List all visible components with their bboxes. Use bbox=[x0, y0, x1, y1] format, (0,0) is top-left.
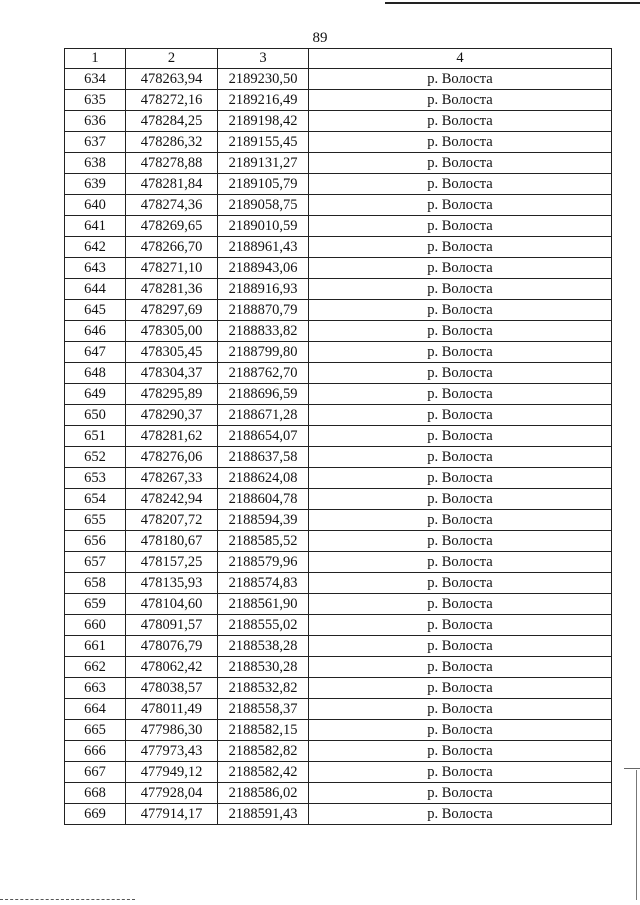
description-cell: р. Волоста bbox=[309, 552, 612, 573]
table-row bbox=[65, 636, 612, 657]
column-header-4: 4 bbox=[309, 49, 612, 69]
table-row bbox=[65, 720, 612, 741]
description-cell: р. Волоста bbox=[309, 384, 612, 405]
table-row bbox=[65, 132, 612, 153]
point-number-cell: 640 bbox=[65, 195, 126, 216]
point-number-cell: 634 bbox=[65, 69, 126, 90]
x-coordinate-cell: 478038,57 bbox=[126, 678, 218, 699]
x-coordinate-cell: 477914,17 bbox=[126, 804, 218, 825]
page-number: 89 bbox=[312, 30, 328, 46]
point-number-cell: 656 bbox=[65, 531, 126, 552]
description-cell: р. Волоста bbox=[309, 762, 612, 783]
point-number-cell: 635 bbox=[65, 90, 126, 111]
description-cell: р. Волоста bbox=[309, 741, 612, 762]
y-coordinate-cell: 2189131,27 bbox=[218, 153, 309, 174]
y-coordinate-cell: 2188582,15 bbox=[218, 720, 309, 741]
description-cell: р. Волоста bbox=[309, 258, 612, 279]
x-coordinate-cell: 477949,12 bbox=[126, 762, 218, 783]
y-coordinate-cell: 2188538,28 bbox=[218, 636, 309, 657]
table-row bbox=[65, 552, 612, 573]
description-cell: р. Волоста bbox=[309, 720, 612, 741]
x-coordinate-cell: 477928,04 bbox=[126, 783, 218, 804]
point-number-cell: 648 bbox=[65, 363, 126, 384]
column-header-3: 3 bbox=[218, 49, 309, 69]
y-coordinate-cell: 2188582,82 bbox=[218, 741, 309, 762]
point-number-cell: 666 bbox=[65, 741, 126, 762]
point-number-cell: 663 bbox=[65, 678, 126, 699]
y-coordinate-cell: 2188833,82 bbox=[218, 321, 309, 342]
y-coordinate-cell: 2188654,07 bbox=[218, 426, 309, 447]
table-row bbox=[65, 615, 612, 636]
description-cell: р. Волоста bbox=[309, 510, 612, 531]
table-row bbox=[65, 300, 612, 321]
table-row bbox=[65, 174, 612, 195]
description-cell: р. Волоста bbox=[309, 573, 612, 594]
coordinates-table bbox=[64, 48, 612, 825]
x-coordinate-cell: 478267,33 bbox=[126, 468, 218, 489]
description-cell: р. Волоста bbox=[309, 216, 612, 237]
table-row bbox=[65, 468, 612, 489]
description-cell: р. Волоста bbox=[309, 300, 612, 321]
x-coordinate-cell: 478062,42 bbox=[126, 657, 218, 678]
table-row bbox=[65, 741, 612, 762]
description-cell: р. Волоста bbox=[309, 279, 612, 300]
x-coordinate-cell: 478272,16 bbox=[126, 90, 218, 111]
description-cell: р. Волоста bbox=[309, 678, 612, 699]
x-coordinate-cell: 478269,65 bbox=[126, 216, 218, 237]
description-cell: р. Волоста bbox=[309, 657, 612, 678]
x-coordinate-cell: 478305,45 bbox=[126, 342, 218, 363]
x-coordinate-cell: 478242,94 bbox=[126, 489, 218, 510]
description-cell: р. Волоста bbox=[309, 489, 612, 510]
point-number-cell: 659 bbox=[65, 594, 126, 615]
table-row bbox=[65, 531, 612, 552]
x-coordinate-cell: 478263,94 bbox=[126, 69, 218, 90]
table-row bbox=[65, 384, 612, 405]
x-coordinate-cell: 478271,10 bbox=[126, 258, 218, 279]
x-coordinate-cell: 478180,67 bbox=[126, 531, 218, 552]
x-coordinate-cell: 478011,49 bbox=[126, 699, 218, 720]
y-coordinate-cell: 2188586,02 bbox=[218, 783, 309, 804]
top-scan-rule bbox=[385, 2, 640, 4]
y-coordinate-cell: 2188799,80 bbox=[218, 342, 309, 363]
y-coordinate-cell: 2188671,28 bbox=[218, 405, 309, 426]
x-coordinate-cell: 478305,00 bbox=[126, 321, 218, 342]
x-coordinate-cell: 478091,57 bbox=[126, 615, 218, 636]
description-cell: р. Волоста bbox=[309, 699, 612, 720]
y-coordinate-cell: 2188604,78 bbox=[218, 489, 309, 510]
table-row bbox=[65, 216, 612, 237]
point-number-cell: 655 bbox=[65, 510, 126, 531]
description-cell: р. Волоста bbox=[309, 342, 612, 363]
description-cell: р. Волоста bbox=[309, 111, 612, 132]
description-cell: р. Волоста bbox=[309, 69, 612, 90]
x-coordinate-cell: 478135,93 bbox=[126, 573, 218, 594]
x-coordinate-cell: 478297,69 bbox=[126, 300, 218, 321]
description-cell: р. Волоста bbox=[309, 447, 612, 468]
x-coordinate-cell: 478278,88 bbox=[126, 153, 218, 174]
point-number-cell: 645 bbox=[65, 300, 126, 321]
table-row bbox=[65, 279, 612, 300]
point-number-cell: 654 bbox=[65, 489, 126, 510]
x-coordinate-cell: 478276,06 bbox=[126, 447, 218, 468]
description-cell: р. Волоста bbox=[309, 363, 612, 384]
description-cell: р. Волоста bbox=[309, 468, 612, 489]
y-coordinate-cell: 2188591,43 bbox=[218, 804, 309, 825]
table-row bbox=[65, 804, 612, 825]
y-coordinate-cell: 2189058,75 bbox=[218, 195, 309, 216]
y-coordinate-cell: 2188961,43 bbox=[218, 237, 309, 258]
table-row bbox=[65, 594, 612, 615]
y-coordinate-cell: 2188532,82 bbox=[218, 678, 309, 699]
point-number-cell: 664 bbox=[65, 699, 126, 720]
table-row bbox=[65, 111, 612, 132]
point-number-cell: 660 bbox=[65, 615, 126, 636]
table-header-row bbox=[65, 49, 612, 69]
description-cell: р. Волоста bbox=[309, 174, 612, 195]
table-row bbox=[65, 426, 612, 447]
description-cell: р. Волоста bbox=[309, 594, 612, 615]
table-row bbox=[65, 258, 612, 279]
point-number-cell: 642 bbox=[65, 237, 126, 258]
point-number-cell: 661 bbox=[65, 636, 126, 657]
x-coordinate-cell: 477973,43 bbox=[126, 741, 218, 762]
x-coordinate-cell: 478266,70 bbox=[126, 237, 218, 258]
scan-mark-right bbox=[624, 768, 640, 769]
point-number-cell: 667 bbox=[65, 762, 126, 783]
point-number-cell: 657 bbox=[65, 552, 126, 573]
description-cell: р. Волоста bbox=[309, 90, 612, 111]
y-coordinate-cell: 2189155,45 bbox=[218, 132, 309, 153]
scan-mark-right-vertical bbox=[636, 770, 637, 900]
table-row bbox=[65, 237, 612, 258]
y-coordinate-cell: 2188582,42 bbox=[218, 762, 309, 783]
description-cell: р. Волоста bbox=[309, 531, 612, 552]
x-coordinate-cell: 478304,37 bbox=[126, 363, 218, 384]
point-number-cell: 641 bbox=[65, 216, 126, 237]
point-number-cell: 643 bbox=[65, 258, 126, 279]
y-coordinate-cell: 2188943,06 bbox=[218, 258, 309, 279]
point-number-cell: 662 bbox=[65, 657, 126, 678]
table-row bbox=[65, 678, 612, 699]
point-number-cell: 647 bbox=[65, 342, 126, 363]
x-coordinate-cell: 478290,37 bbox=[126, 405, 218, 426]
description-cell: р. Волоста bbox=[309, 804, 612, 825]
table-row bbox=[65, 573, 612, 594]
point-number-cell: 651 bbox=[65, 426, 126, 447]
y-coordinate-cell: 2188579,96 bbox=[218, 552, 309, 573]
x-coordinate-cell: 477986,30 bbox=[126, 720, 218, 741]
x-coordinate-cell: 478281,36 bbox=[126, 279, 218, 300]
point-number-cell: 668 bbox=[65, 783, 126, 804]
point-number-cell: 652 bbox=[65, 447, 126, 468]
y-coordinate-cell: 2188574,83 bbox=[218, 573, 309, 594]
table-row bbox=[65, 405, 612, 426]
description-cell: р. Волоста bbox=[309, 195, 612, 216]
x-coordinate-cell: 478281,84 bbox=[126, 174, 218, 195]
table-row bbox=[65, 657, 612, 678]
y-coordinate-cell: 2188558,37 bbox=[218, 699, 309, 720]
point-number-cell: 637 bbox=[65, 132, 126, 153]
table-row bbox=[65, 699, 612, 720]
y-coordinate-cell: 2189230,50 bbox=[218, 69, 309, 90]
point-number-cell: 658 bbox=[65, 573, 126, 594]
x-coordinate-cell: 478104,60 bbox=[126, 594, 218, 615]
description-cell: р. Волоста bbox=[309, 405, 612, 426]
description-cell: р. Волоста bbox=[309, 636, 612, 657]
table-row bbox=[65, 69, 612, 90]
x-coordinate-cell: 478284,25 bbox=[126, 111, 218, 132]
y-coordinate-cell: 2188916,93 bbox=[218, 279, 309, 300]
x-coordinate-cell: 478295,89 bbox=[126, 384, 218, 405]
table-row bbox=[65, 762, 612, 783]
y-coordinate-cell: 2188561,90 bbox=[218, 594, 309, 615]
y-coordinate-cell: 2189010,59 bbox=[218, 216, 309, 237]
point-number-cell: 646 bbox=[65, 321, 126, 342]
description-cell: р. Волоста bbox=[309, 237, 612, 258]
y-coordinate-cell: 2189216,49 bbox=[218, 90, 309, 111]
y-coordinate-cell: 2189105,79 bbox=[218, 174, 309, 195]
y-coordinate-cell: 2188696,59 bbox=[218, 384, 309, 405]
table-row bbox=[65, 90, 612, 111]
x-coordinate-cell: 478274,36 bbox=[126, 195, 218, 216]
table-row bbox=[65, 321, 612, 342]
column-header-2: 2 bbox=[126, 49, 218, 69]
description-cell: р. Волоста bbox=[309, 132, 612, 153]
y-coordinate-cell: 2188870,79 bbox=[218, 300, 309, 321]
table-row bbox=[65, 195, 612, 216]
x-coordinate-cell: 478286,32 bbox=[126, 132, 218, 153]
table-row bbox=[65, 153, 612, 174]
point-number-cell: 636 bbox=[65, 111, 126, 132]
description-cell: р. Волоста bbox=[309, 321, 612, 342]
table-row bbox=[65, 510, 612, 531]
column-header-1: 1 bbox=[65, 49, 126, 69]
y-coordinate-cell: 2189198,42 bbox=[218, 111, 309, 132]
y-coordinate-cell: 2188637,58 bbox=[218, 447, 309, 468]
point-number-cell: 669 bbox=[65, 804, 126, 825]
x-coordinate-cell: 478281,62 bbox=[126, 426, 218, 447]
point-number-cell: 649 bbox=[65, 384, 126, 405]
description-cell: р. Волоста bbox=[309, 153, 612, 174]
table-row bbox=[65, 363, 612, 384]
y-coordinate-cell: 2188594,39 bbox=[218, 510, 309, 531]
y-coordinate-cell: 2188762,70 bbox=[218, 363, 309, 384]
y-coordinate-cell: 2188555,02 bbox=[218, 615, 309, 636]
point-number-cell: 638 bbox=[65, 153, 126, 174]
description-cell: р. Волоста bbox=[309, 783, 612, 804]
table-row bbox=[65, 342, 612, 363]
x-coordinate-cell: 478076,79 bbox=[126, 636, 218, 657]
point-number-cell: 665 bbox=[65, 720, 126, 741]
y-coordinate-cell: 2188585,52 bbox=[218, 531, 309, 552]
table-row bbox=[65, 447, 612, 468]
y-coordinate-cell: 2188530,28 bbox=[218, 657, 309, 678]
scan-mark-bottom bbox=[0, 899, 135, 900]
description-cell: р. Волоста bbox=[309, 615, 612, 636]
point-number-cell: 639 bbox=[65, 174, 126, 195]
description-cell: р. Волоста bbox=[309, 426, 612, 447]
y-coordinate-cell: 2188624,08 bbox=[218, 468, 309, 489]
x-coordinate-cell: 478207,72 bbox=[126, 510, 218, 531]
table-row bbox=[65, 489, 612, 510]
x-coordinate-cell: 478157,25 bbox=[126, 552, 218, 573]
point-number-cell: 653 bbox=[65, 468, 126, 489]
table-body bbox=[65, 69, 612, 825]
table-row bbox=[65, 783, 612, 804]
point-number-cell: 650 bbox=[65, 405, 126, 426]
point-number-cell: 644 bbox=[65, 279, 126, 300]
